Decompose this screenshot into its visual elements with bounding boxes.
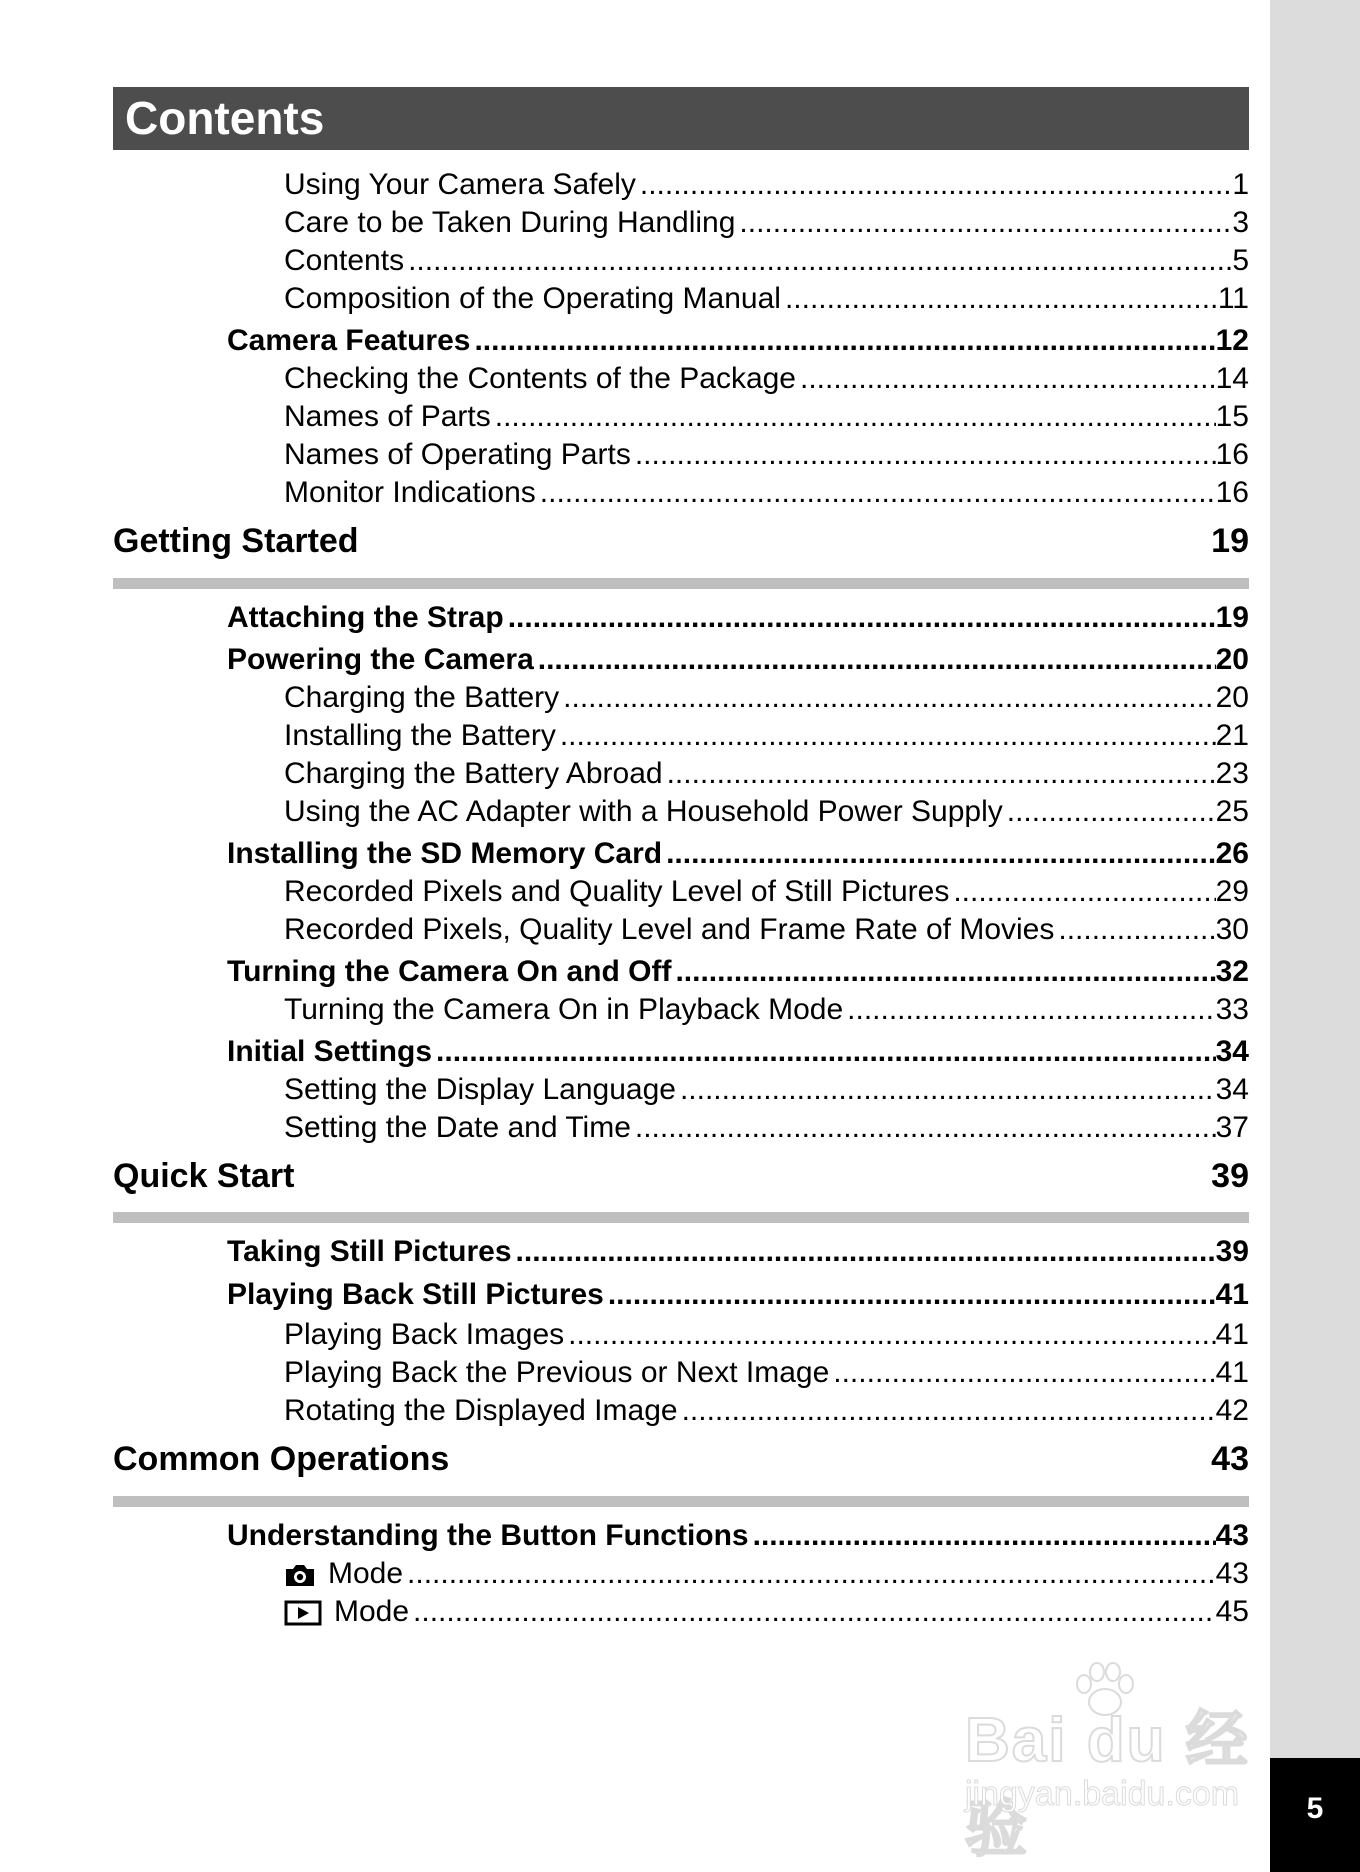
section-page: 39: [1211, 1157, 1249, 1195]
toc-entry-page: 1: [1232, 168, 1249, 201]
section-divider: [113, 578, 1249, 589]
toc-entry-playback-mode[interactable]: [284, 1593, 1249, 1631]
watermark-text: Bai du 经验: [965, 1706, 1250, 1864]
toc-entry-page: 15: [1215, 400, 1249, 433]
toc-entry-page: 43: [1215, 1557, 1249, 1590]
toc-entry[interactable]: [284, 360, 1249, 398]
toc-entry[interactable]: [284, 242, 1249, 280]
toc-entry-title: Camera Features: [227, 324, 471, 357]
toc-entry[interactable]: [284, 1392, 1249, 1430]
page-number: 5: [1270, 1758, 1360, 1872]
toc-entry-page: 11: [1217, 282, 1249, 315]
toc-entry[interactable]: [284, 793, 1249, 831]
toc-entry-page: 29: [1215, 875, 1249, 908]
toc-entry[interactable]: [284, 755, 1249, 793]
toc-entry-camera-features[interactable]: [227, 322, 1249, 360]
section-page: 43: [1211, 1440, 1249, 1478]
toc-entry-page: 39: [1215, 1235, 1249, 1268]
toc-entry[interactable]: [284, 679, 1249, 717]
toc-entry-title: Using Your Camera Safely: [284, 168, 636, 201]
section-page: 19: [1211, 522, 1249, 560]
side-strip: [1270, 0, 1360, 1872]
baidu-watermark: [965, 1660, 1275, 1864]
section-title: Common Operations: [113, 1440, 450, 1478]
toc-entry[interactable]: [284, 1109, 1249, 1147]
toc-entry-title: Initial Settings: [227, 1035, 433, 1068]
camera-icon: [284, 1562, 316, 1588]
toc-entry-sd-card[interactable]: [227, 835, 1249, 873]
toc-entry[interactable]: [284, 280, 1249, 318]
section-divider: [113, 1212, 1249, 1223]
toc-entry-taking-still[interactable]: [227, 1233, 1249, 1271]
toc-entry-title: Setting the Date and Time: [284, 1111, 631, 1144]
toc-entry-page: 26: [1215, 837, 1249, 870]
toc-entry-page: 30: [1215, 913, 1249, 946]
toc-entry-title: Powering the Camera: [227, 643, 534, 676]
toc-entry-title: Recorded Pixels, Quality Level and Frame Rate of Movies: [284, 913, 1055, 946]
toc-entry-page: 32: [1215, 955, 1249, 988]
toc-entry-button-functions[interactable]: [227, 1517, 1249, 1555]
toc-entry[interactable]: [284, 166, 1249, 204]
toc-entry[interactable]: [284, 991, 1249, 1029]
toc-entry[interactable]: [284, 204, 1249, 242]
toc-entry-attaching-strap[interactable]: [227, 599, 1249, 637]
toc-entry-page: 41: [1215, 1278, 1249, 1311]
toc-entry-title: Monitor Indications: [284, 476, 536, 509]
toc-entry-initial-settings[interactable]: [227, 1033, 1249, 1071]
toc-entry-page: 20: [1215, 681, 1249, 714]
toc-entry[interactable]: [284, 436, 1249, 474]
toc-entry-page: 12: [1215, 324, 1249, 357]
toc-entry-title: Turning the Camera On and Off: [227, 955, 672, 988]
toc-entry-title: Setting the Display Language: [284, 1073, 676, 1106]
toc-entry-page: 25: [1215, 795, 1249, 828]
toc-entry-title: Using the AC Adapter with a Household Power Supply: [284, 795, 1003, 828]
section-heading-common-operations[interactable]: [113, 1440, 1249, 1480]
toc-entry-title: Checking the Contents of the Package: [284, 362, 796, 395]
toc-entry-title: Playing Back the Previous or Next Image: [284, 1356, 830, 1389]
toc-entry-title: Understanding the Button Functions: [227, 1519, 749, 1552]
toc-entry[interactable]: [284, 1316, 1249, 1354]
toc-entry-page: 41: [1215, 1356, 1249, 1389]
toc-entry-page: 45: [1215, 1595, 1249, 1628]
toc-entry-page: 16: [1215, 438, 1249, 471]
toc-entry-title: Names of Parts: [284, 400, 491, 433]
toc-entry-page: 41: [1215, 1318, 1249, 1351]
toc-entry-page: 37: [1215, 1111, 1249, 1144]
toc-entry-title: Mode: [328, 1557, 404, 1590]
page-title: Contents: [113, 87, 1249, 150]
toc-entry[interactable]: [284, 873, 1249, 911]
toc-entry-title: Mode: [334, 1595, 410, 1628]
toc-entry-page: 19: [1215, 601, 1249, 634]
toc-entry-powering[interactable]: [227, 641, 1249, 679]
toc-entry[interactable]: [284, 1071, 1249, 1109]
toc-entry-title: Installing the SD Memory Card: [227, 837, 663, 870]
toc-entry-page: 23: [1215, 757, 1249, 790]
toc-entry-title: Turning the Camera On in Playback Mode: [284, 993, 844, 1026]
toc-entry-page: 33: [1215, 993, 1249, 1026]
toc-entry-title: Rotating the Displayed Image: [284, 1394, 678, 1427]
toc-entry-page: 14: [1215, 362, 1249, 395]
section-heading-getting-started[interactable]: [113, 522, 1249, 562]
section-title: Quick Start: [113, 1157, 295, 1195]
section-title: Getting Started: [113, 522, 359, 560]
toc-entry-playing-back[interactable]: [227, 1276, 1249, 1314]
toc-entry-title: Attaching the Strap: [227, 601, 504, 634]
toc-entry-page: 34: [1215, 1035, 1249, 1068]
toc-entry[interactable]: [284, 717, 1249, 755]
toc-entry-page: 34: [1215, 1073, 1249, 1106]
toc-entry[interactable]: [284, 1354, 1249, 1392]
toc-entry-title: Care to be Taken During Handling: [284, 206, 736, 239]
toc-entry-title: Composition of the Operating Manual: [284, 282, 781, 315]
toc-entry-title: Playing Back Images: [284, 1318, 565, 1351]
toc-entry-page: 16: [1215, 476, 1249, 509]
toc-entry-title: Playing Back Still Pictures: [227, 1278, 604, 1311]
toc-entry-page: 42: [1215, 1394, 1249, 1427]
toc-entry-title: Contents: [284, 244, 405, 277]
watermark-url: jingyan.baidu.com: [965, 1775, 1240, 1813]
toc-entry-title: Charging the Battery Abroad: [284, 757, 663, 790]
toc-entry-title: Taking Still Pictures: [227, 1235, 512, 1268]
toc-entry[interactable]: [284, 474, 1249, 512]
toc-entry[interactable]: [284, 911, 1249, 949]
toc-entry-page: 3: [1232, 206, 1249, 239]
toc-entry-title: Charging the Battery: [284, 681, 560, 714]
toc-entry-title: Recorded Pixels and Quality Level of Still Pictures: [284, 875, 950, 908]
toc-entry-title: Names of Operating Parts: [284, 438, 631, 471]
toc-entry-page: 43: [1215, 1519, 1249, 1552]
playback-icon: [284, 1600, 322, 1626]
section-divider: [113, 1496, 1249, 1507]
toc-entry-page: 21: [1215, 719, 1249, 752]
toc-entry-camera-mode[interactable]: [284, 1555, 1249, 1593]
toc-entry-page: 5: [1232, 244, 1249, 277]
toc-entry-on-off[interactable]: [227, 953, 1249, 991]
toc-entry-page: 20: [1215, 643, 1249, 676]
section-heading-quick-start[interactable]: [113, 1157, 1249, 1197]
toc-entry-title: Installing the Battery: [284, 719, 556, 752]
toc-entry[interactable]: [284, 398, 1249, 436]
